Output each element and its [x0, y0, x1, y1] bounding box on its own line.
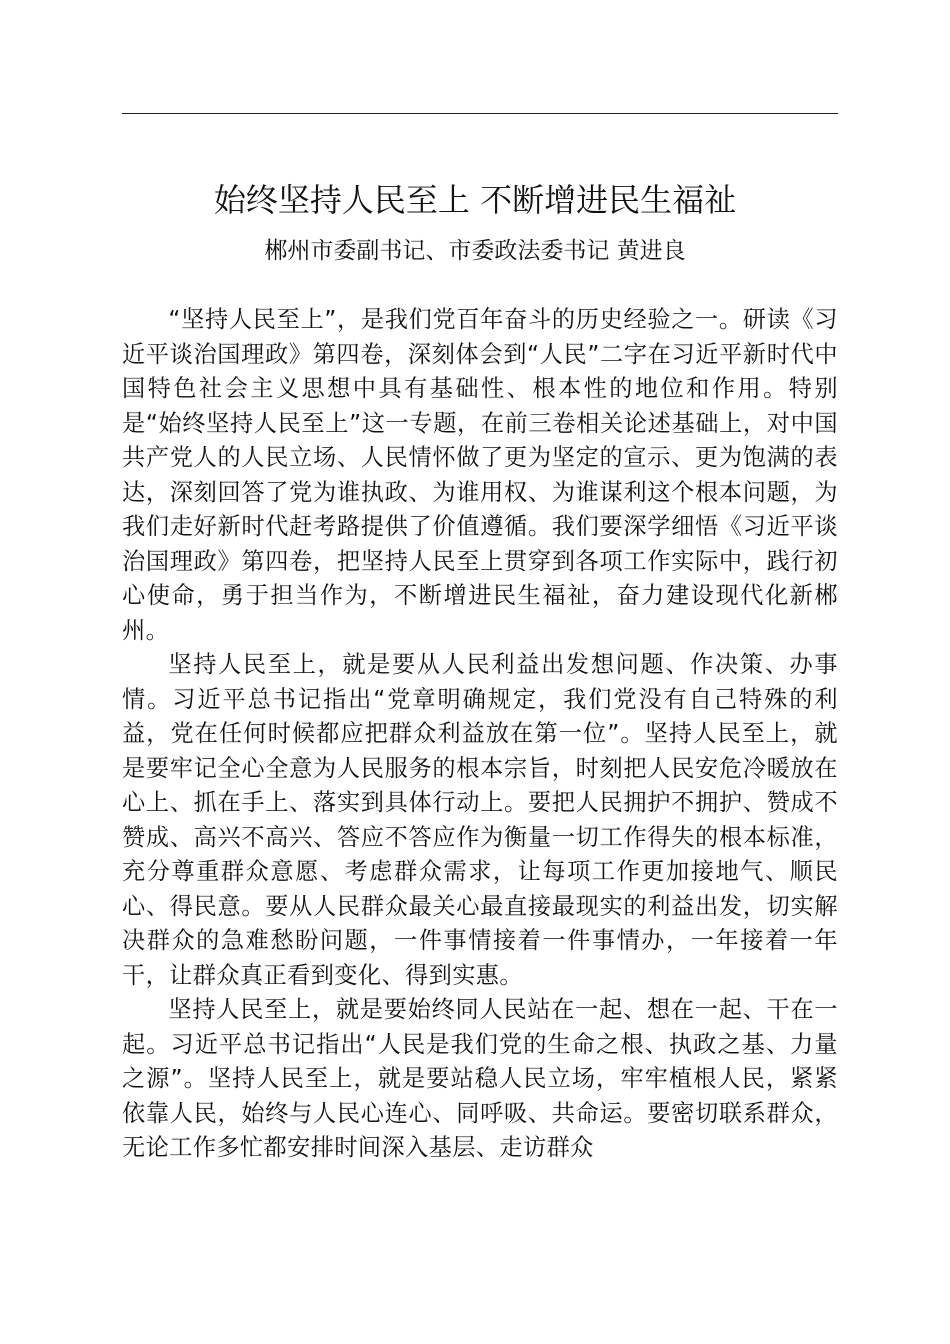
paragraph-3: 坚持人民至上，就是要始终同人民站在一起、想在一起、干在一起。习近平总书记指出“人民是我们党的生命之根、执政之基、力量之源”。坚持人民至上，就是要站稳人民立场，牢牢植根人民，紧紧依靠人民，始终与人民心连心、同呼吸、共命运。要密切联系群众，无论工作多忙都安排时间深入基层、走访群众 [122, 996, 838, 1161]
article-body [122, 303, 838, 1166]
header-rule [122, 113, 838, 114]
paragraph-1: “坚持人民至上”，是我们党百年奋斗的历史经验之一。研读《习近平谈治国理政》第四卷，深刻体会到“人民”二字在习近平新时代中国特色社会主义思想中具有基础性、根本性的地位和作用。特别是“始终坚持人民至上”这一专题，在前三卷相关论述基础上，对中国共产党人的人民立场、人民情怀做了更为坚定的宣示、更为饱满的表达，深刻回答了党为谁执政、为谁用权、为谁谋利这个根本问题，为我们走好新时代赶考路提供了价值遵循。我们要深学细悟《习近平谈治国理政》第四卷，把坚持人民至上贯穿到各项工作实际中，践行初心使命，勇于担当作为，不断增进民生福祉，奋力建设现代化新郴州。 [122, 306, 838, 644]
author-byline: 郴州市委副书记、市委政法委书记 黄进良 [264, 238, 686, 264]
paragraph-2: 坚持人民至上，就是要从人民利益出发想问题、作决策、办事情。习近平总书记指出“党章明确规定，我们党没有自己特殊的利益，党在任何时候都应把群众利益放在第一位”。坚持人民至上，就是要牢记全心全意为人民服务的根本宗旨，时刻把人民安危冷暖放在心上、抓在手上、落实到具体行动上。要把人民拥护不拥护、赞成不赞成、高兴不高兴、答应不答应作为衡量一切工作得失的根本标准，充分尊重群众意愿、考虑群众需求，让每项工作更加接地气、顺民心、得民意。要从人民群众最关心最直接最现实的利益出发，切实解决群众的急难愁盼问题，一件事情接着一件事情办，一年接着一年干，让群众真正看到变化、得到实惠。 [122, 651, 838, 989]
article-title: 始终坚持人民至上 不断增进民生福祉 [213, 181, 737, 219]
